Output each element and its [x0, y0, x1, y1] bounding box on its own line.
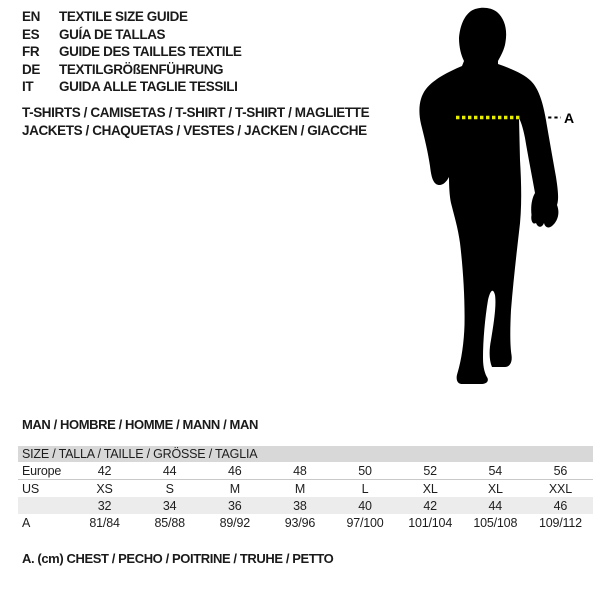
size-cell: 38	[293, 498, 307, 513]
category-line-tshirts: T-SHIRTS / CAMISETAS / T-SHIRT / T-SHIRT / MAGLIETTE	[22, 105, 370, 120]
row-label: A	[22, 515, 31, 530]
table-row-us-numeric	[18, 497, 593, 514]
row-label	[18, 497, 72, 514]
size-cell: 101/104	[408, 515, 453, 530]
size-cell: 48	[267, 462, 332, 480]
language-row-en	[22, 8, 242, 26]
size-cell: L	[361, 481, 369, 496]
table-row-us	[18, 480, 593, 498]
section-title: MAN / HOMBRE / HOMME / MANN / MAN	[22, 417, 258, 432]
size-cell: 36	[228, 498, 242, 513]
size-cell: 97/100	[346, 515, 384, 530]
row-label: Europe	[18, 462, 72, 480]
row-label: US	[22, 481, 39, 496]
size-cell: 50	[333, 462, 398, 480]
language-list	[22, 8, 242, 96]
man-silhouette	[400, 0, 600, 400]
language-code: ES	[22, 26, 40, 42]
language-title: TEXTILGRÖßENFÜHRUNG	[59, 61, 224, 77]
size-cell: 42	[423, 498, 437, 513]
size-cell: 44	[137, 462, 202, 480]
size-cell: M	[294, 481, 306, 496]
size-cell: 81/84	[89, 515, 120, 530]
size-cell: 32	[97, 498, 112, 513]
table-row-europe	[18, 462, 593, 480]
size-cell: XXL	[548, 481, 572, 496]
size-cell: 93/96	[284, 515, 316, 530]
size-cell: 85/88	[154, 515, 185, 530]
language-code: DE	[22, 61, 40, 77]
size-cell: 54	[463, 462, 528, 480]
size-cell: 44	[488, 498, 503, 513]
size-cell: XS	[96, 481, 113, 496]
man-body-shape	[419, 8, 558, 384]
size-cell: 52	[398, 462, 463, 480]
category-list	[22, 104, 369, 140]
size-cell: M	[229, 481, 240, 496]
table-header-row	[18, 446, 593, 462]
language-title: GUIDA ALLE TAGLIE TESSILI	[59, 79, 238, 95]
language-title: GUÍA DE TALLAS	[59, 26, 166, 42]
language-row-it	[22, 78, 242, 96]
size-cell: 105/108	[473, 515, 518, 530]
language-row-de	[22, 61, 242, 79]
language-row-fr	[22, 43, 242, 61]
size-cell: 56	[528, 462, 593, 480]
size-cell: 46	[553, 498, 568, 513]
size-cell: 89/92	[219, 515, 250, 530]
language-code: EN	[22, 9, 40, 24]
size-cell: XL	[422, 481, 438, 496]
language-title: TEXTILE SIZE GUIDE	[59, 9, 188, 24]
size-cell: XL	[487, 481, 503, 496]
footnote: A. (cm) CHEST / PECHO / POITRINE / TRUHE / PETTO	[22, 551, 334, 566]
size-cell: 46	[202, 462, 267, 480]
size-cell: 109/112	[539, 515, 582, 530]
category-line-jackets: JACKETS / CHAQUETAS / VESTES / JACKEN / GIACCHE	[22, 122, 367, 138]
size-cell: 40	[358, 498, 372, 513]
language-code: IT	[22, 79, 34, 95]
size-cell: 34	[162, 498, 177, 513]
language-row-es	[22, 26, 242, 44]
measure-label-a: A	[564, 110, 575, 126]
language-title: GUIDE DES TAILLES TEXTILE	[59, 44, 242, 60]
language-code: FR	[22, 44, 40, 60]
size-table	[18, 446, 593, 531]
table-header: SIZE / TALLA / TAILLE / GRÖSSE / TAGLIA	[18, 446, 593, 462]
table-row-chest-cm	[18, 514, 593, 531]
size-cell: 42	[72, 462, 137, 480]
size-cell: S	[165, 481, 174, 496]
